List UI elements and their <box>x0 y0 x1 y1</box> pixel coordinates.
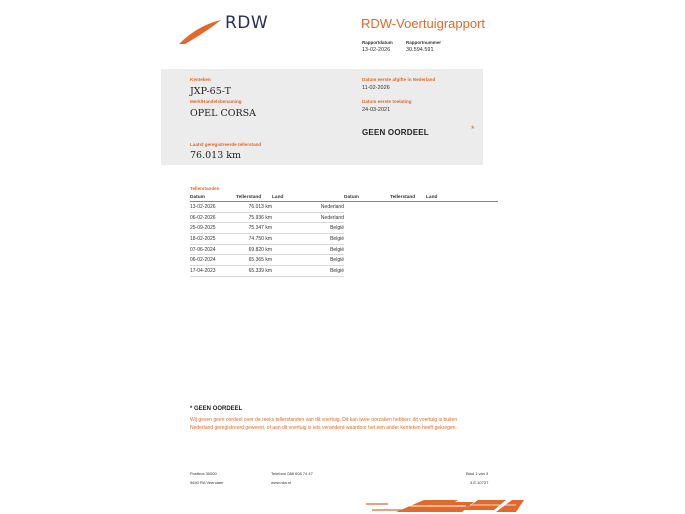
footer-phone: Telefoon 088 008 74 47 <box>271 471 313 476</box>
footer-page-number: Blad 1 van 3 <box>466 471 489 476</box>
odometer-table-right <box>344 194 498 202</box>
table-row <box>190 255 344 266</box>
table-header-row <box>344 194 498 202</box>
cell-odometer: 65.339 km <box>228 266 272 277</box>
report-date-label: Rapportdatum <box>362 40 393 45</box>
first-admission-value: 24-03-2021 <box>362 107 391 113</box>
column-header-country: Land <box>272 194 344 202</box>
odometer-section-title: Tellerstanden <box>190 186 220 191</box>
last-odometer-value: 76.013 km <box>190 150 242 161</box>
cell-odometer: 65.365 km <box>228 255 272 266</box>
cell-odometer: 75.347 km <box>228 223 272 234</box>
brand-name: RDW <box>225 13 269 33</box>
verdict-footnote-marker: * <box>471 124 475 134</box>
cell-date: 17-04-2023 <box>190 266 228 277</box>
make-label: Merk/Handelsbenaming <box>190 99 242 104</box>
cell-country: België <box>272 255 344 266</box>
footnote-text: Wij geven geen oordeel over de reeks tellerstanden van dit voertuig. Dit kan twee oorzaken hebben: dit voertuig is buiten Nederland geregistreerd geweest, of aan dit voertuig is iets veranderd waardoor het een ander kenteken heeft gekregen. <box>190 417 458 431</box>
column-header-odometer: Tellerstand <box>382 194 426 202</box>
footnote-title: * GEEN OORDEEL <box>190 406 243 412</box>
make-value: OPEL CORSA <box>190 108 257 119</box>
report-title: RDW-Voertuigrapport <box>361 16 486 31</box>
report-number-label: Rapportnummer <box>406 40 442 45</box>
cell-date: 25-09-2025 <box>190 223 228 234</box>
first-admission-label: Datum eerste toelating <box>362 99 412 104</box>
cell-country: België <box>272 266 344 277</box>
cell-country: België <box>272 244 344 255</box>
plate-label: Kenteken <box>190 77 211 82</box>
table-header-row <box>190 194 344 202</box>
plate-value: JXP-65-T <box>190 86 231 97</box>
footer-document-code: 3.E.1073T <box>470 480 489 485</box>
odometer-table-left <box>190 194 344 277</box>
cell-date: 06-02-2026 <box>190 212 228 223</box>
table-row <box>190 266 344 277</box>
cell-date: 06-02-2024 <box>190 255 228 266</box>
cell-date: 18-02-2025 <box>190 234 228 245</box>
rdw-logo-icon <box>177 18 223 46</box>
cell-date: 13-02-2026 <box>190 202 228 213</box>
table-row <box>190 223 344 234</box>
cell-odometer: 74.750 km <box>228 234 272 245</box>
cell-date: 07-06-2024 <box>190 244 228 255</box>
footer-address-line1: Postbus 30000 <box>190 471 217 476</box>
column-header-date: Datum <box>190 194 228 202</box>
cell-odometer: 69.820 km <box>228 244 272 255</box>
table-row <box>190 212 344 223</box>
first-admission-nl-value: 11-02-2026 <box>362 85 390 91</box>
first-admission-nl-label: Datum eerste afgifte in Nederland <box>362 77 436 82</box>
column-header-odometer: Tellerstand <box>228 194 272 202</box>
cell-odometer: 75.936 km <box>228 212 272 223</box>
footer-address-line2: 9640 RA Veendam <box>190 480 224 485</box>
cell-country: België <box>272 223 344 234</box>
report-number: 30.594.591 <box>406 47 434 53</box>
column-header-date: Datum <box>344 194 382 202</box>
cell-country: België <box>272 234 344 245</box>
column-header-country: Land <box>426 194 498 202</box>
report-date: 13-02-2026 <box>362 47 391 53</box>
table-row <box>190 202 344 213</box>
last-odometer-label: Laatst geregistreerde tellerstand <box>190 142 262 147</box>
decorative-swoosh-graphic <box>366 494 526 514</box>
cell-country: Nederland <box>272 202 344 213</box>
table-row <box>190 234 344 245</box>
verdict-text: GEEN OORDEEL <box>362 128 429 137</box>
cell-country: Nederland <box>272 212 344 223</box>
table-row <box>190 244 344 255</box>
footer-website: www.rdw.nl <box>271 480 292 485</box>
cell-odometer: 76.013 km <box>228 202 272 213</box>
